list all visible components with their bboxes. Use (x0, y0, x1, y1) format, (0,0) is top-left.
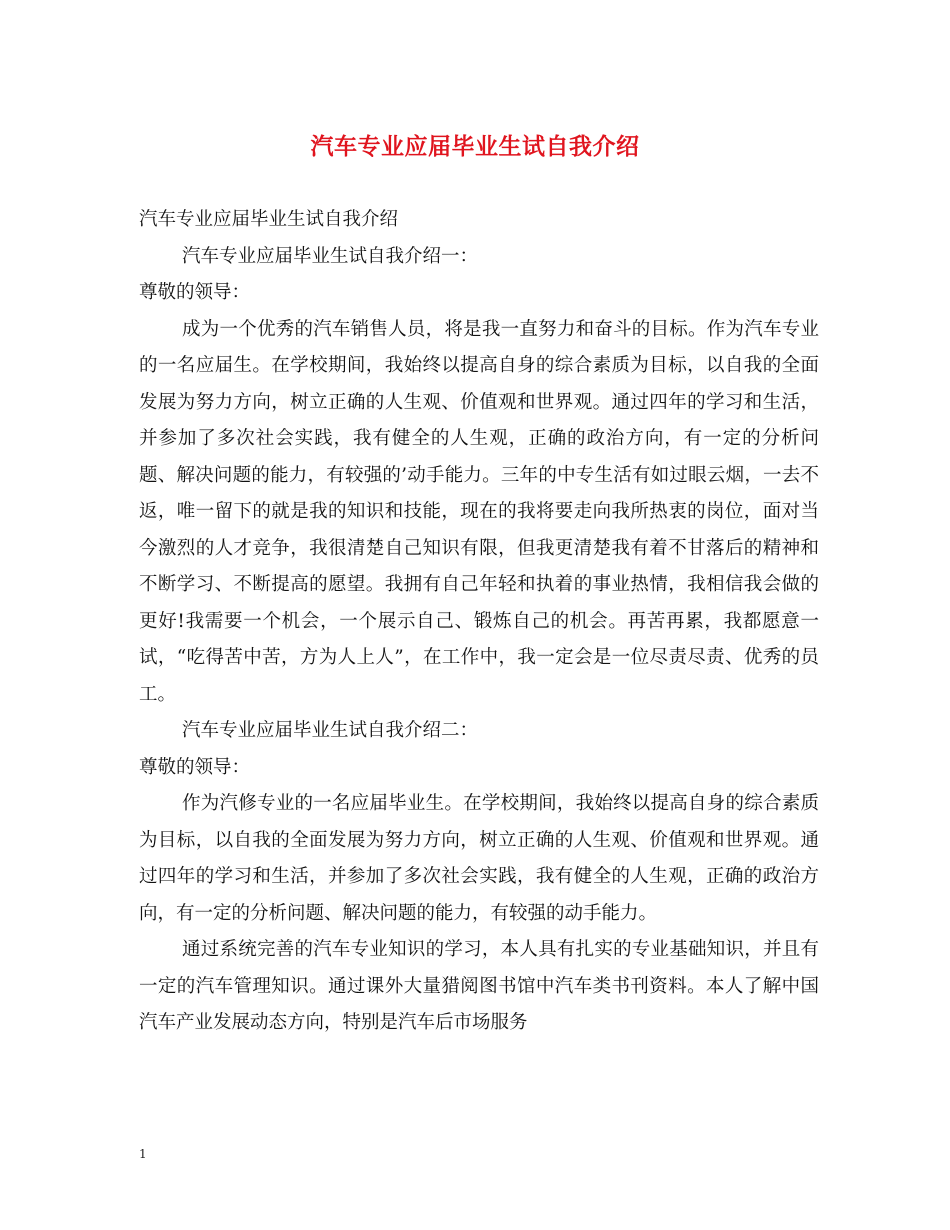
section-heading-two: 汽车专业应届毕业生试自我介绍二： (182, 720, 479, 741)
paragraph: 作为汽修专业的一名应届毕业生。在学校期间，我始终以提高自身的综合素质为目标，以自我的全面发展为努力方向，树立正确的人生观、价值观和世界观。通过四年的学习和生活，并参加了多次社会实践，我有健全的人生观，正确的政治方向，有一定的分析问题、解决问题的能力，有较强的动手能力。 (139, 793, 819, 924)
salutation: 尊敬的领导： (139, 756, 251, 778)
paragraph-heading: 汽车专业应届毕业生试自我介绍 (139, 209, 399, 230)
salutation: 尊敬的领导： (139, 282, 251, 303)
paragraph: 成为一个优秀的汽车销售人员，将是我一直努力和奋斗的目标。作为汽车专业的一名应届生。在学校期间，我始终以提高自身的综合素质为目标，以自我的全面发展为努力方向，树立正确的人生观、价值观和世界观。通过四年的学习和生活，并参加了多次社会实践，我有健全的人生观，正确的政治方向，有一定的分析问题、解决问题的能力，有较强的’动手能力。三年的中专生活有如过眼云烟，一去不返，唯一留下的就是我的知识和技能，现在的我将要走向我所热衷的岗位，面对当今激烈的人才竞争，我很清楚自己知识有限，但我更清楚我有着不甘落后的精神和不断学习、不断提高的愿望。我拥有自己年轻和执着的事业热情，我相信我会做的更好!我需要一个机会，一个展示自己、锻炼自己的机会。再苦再累，我都愿意一试，“吃得苦中苦，方为人上人”，在工作中，我一定会是一位尽责尽责、优秀的员工。 (139, 318, 819, 705)
document-body (139, 202, 819, 1042)
page-number: 1 (139, 1147, 147, 1161)
section-heading-one: 汽车专业应届毕业生试自我介绍一： (182, 245, 479, 267)
document-title: 汽车专业应届毕业生试自我介绍 (310, 133, 640, 160)
paragraph: 通过系统完善的汽车专业知识的学习，本人具有扎实的专业基础知识，并且有一定的汽车管理知识。通过课外大量猎阅图书馆中汽车类书刊资料。本人了解中国汽车产业发展动态方向，特别是汽车后市场服务 (139, 939, 819, 1033)
